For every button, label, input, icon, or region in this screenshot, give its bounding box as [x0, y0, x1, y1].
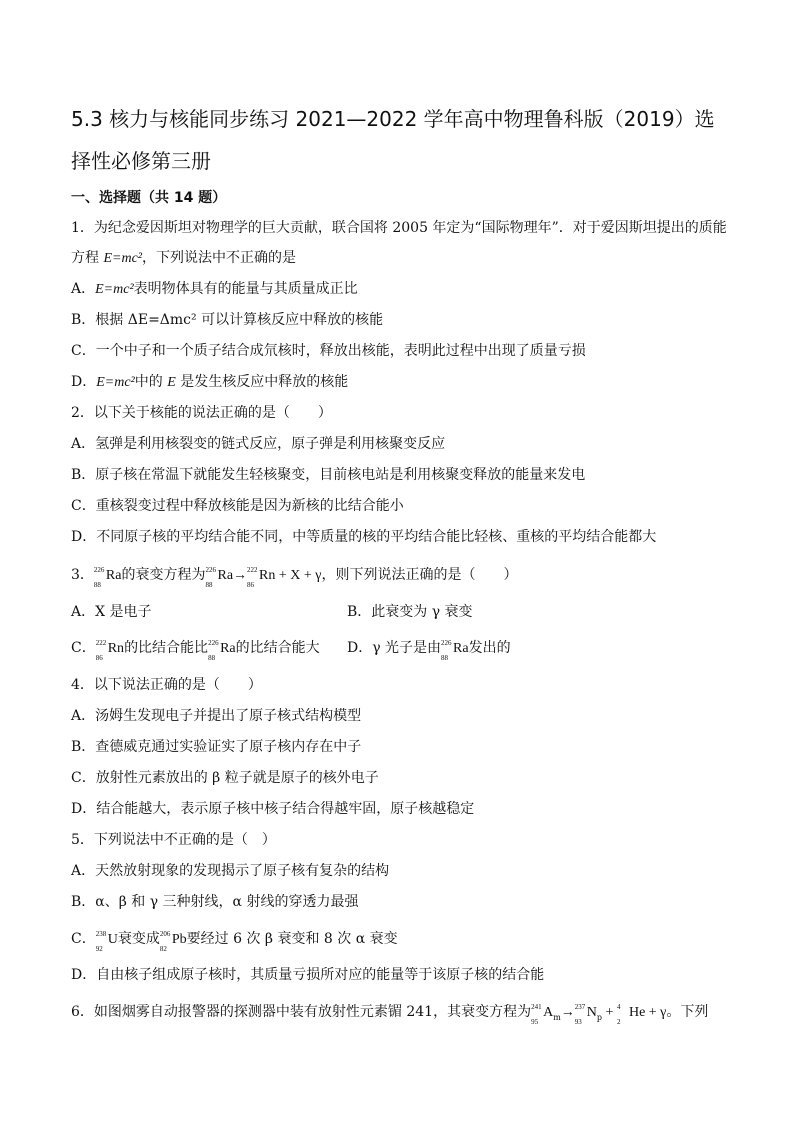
title-line-1: 5.3 核力与核能同步练习 2021—2022 学年高中物理鲁科版（2019）选 [71, 107, 715, 131]
q5-option-a: A．天然放射现象的发现揭示了原子核有复杂的结构 [71, 863, 390, 879]
q6-stem: 6．如图烟雾自动报警器的探测器中装有放射性元素镅 241，其衰变方程为 241 95 $A_m\to$ 237 93 $N_p$ + 4 2 He + γ。下列 [71, 1003, 709, 1026]
q5-option-b: B．α、β 和 γ 三种射线，α 射线的穿透力最强 [71, 894, 359, 910]
q4-option-a: A．汤姆生发现电子并提出了原子核式结构模型 [71, 708, 362, 724]
title-line-2: 择性必修第三册 [71, 149, 211, 173]
q4-option-b: B．查德威克通过实验证实了原子核内存在中子 [71, 739, 362, 755]
q5-option-d: D．自由核子组成原子核时，其质量亏损所对应的能量等于该原子核的结合能 [71, 967, 545, 983]
q1-stem-line-2: 方程 E=mc²，下列说法中不正确的是 [71, 250, 296, 266]
q2-option-c: C．重核裂变过程中释放核能是因为新核的比结合能小 [71, 498, 404, 514]
document-title [71, 98, 731, 182]
nuclide-ra: 226 88 Ra [93, 566, 122, 589]
q3-option-c: C． 222 86 Rn的比结合能比 226 88 Ra的比结合能大 [71, 639, 320, 662]
q5-option-c: C． 238 92 U衰变成 206 82 Pb要经过 6 次 β 衰变和 8 次 α 衰变 [71, 930, 398, 953]
q4-option-d: D．结合能越大，表示原子核中核子结合得越牢固，原子核越稳定 [71, 801, 475, 817]
q1-option-d: D．E=mc²中的 E 是发生核反应中释放的核能 [71, 374, 349, 390]
section-heading: 一、选择题（共 14 题） [71, 190, 227, 206]
q1-option-c: C．一个中子和一个质子结合成氘核时，释放出核能，表明此过程中出现了质量亏损 [71, 343, 586, 359]
q3-stem: 3． 226 88 Ra的衰变方程为 226 88 Ra→ 222 86 Rn + X + γ，则下列说法正确的是（ ） [71, 566, 518, 589]
q1-option-b: B．根据 ΔE=Δmc² 可以计算核反应中释放的核能 [71, 312, 384, 328]
q2-option-b: B．原子核在常温下就能发生轻核聚变，目前核电站是利用核聚变释放的能量来发电 [71, 467, 586, 483]
q1-formula: E=mc² [103, 251, 142, 266]
q4-option-c: C．放射性元素放出的 β 粒子就是原子的核外电子 [71, 770, 379, 786]
q2-option-a: A．氢弹是利用核裂变的链式反应，原子弹是利用核聚变反应 [71, 436, 446, 452]
q3-option-b: B．此衰变为 γ 衰变 [347, 604, 473, 620]
q3-option-d: D．γ 光子是由 226 88 Ra发出的 [347, 639, 511, 662]
q2-stem: 2．以下关于核能的说法正确的是（ ） [71, 405, 332, 421]
q4-stem: 4．以下说法正确的是（ ） [71, 677, 262, 693]
q1-option-a: A．E=mc²表明物体具有的能量与其质量成正比 [71, 281, 358, 297]
q3-option-a: A．X 是电子 [71, 604, 152, 620]
q2-option-d: D．不同原子核的平均结合能不同，中等质量的核的平均结合能比轻核、重核的平均结合能都大 [71, 529, 657, 545]
q5-stem: 5．下列说法中不正确的是（ ） [71, 832, 276, 848]
q1-stem-line-1: 1．为纪念爱因斯坦对物理学的巨大贡献，联合国将 2005 年定为“国际物理年”．对于爱因斯坦提出的质能 [71, 220, 727, 236]
